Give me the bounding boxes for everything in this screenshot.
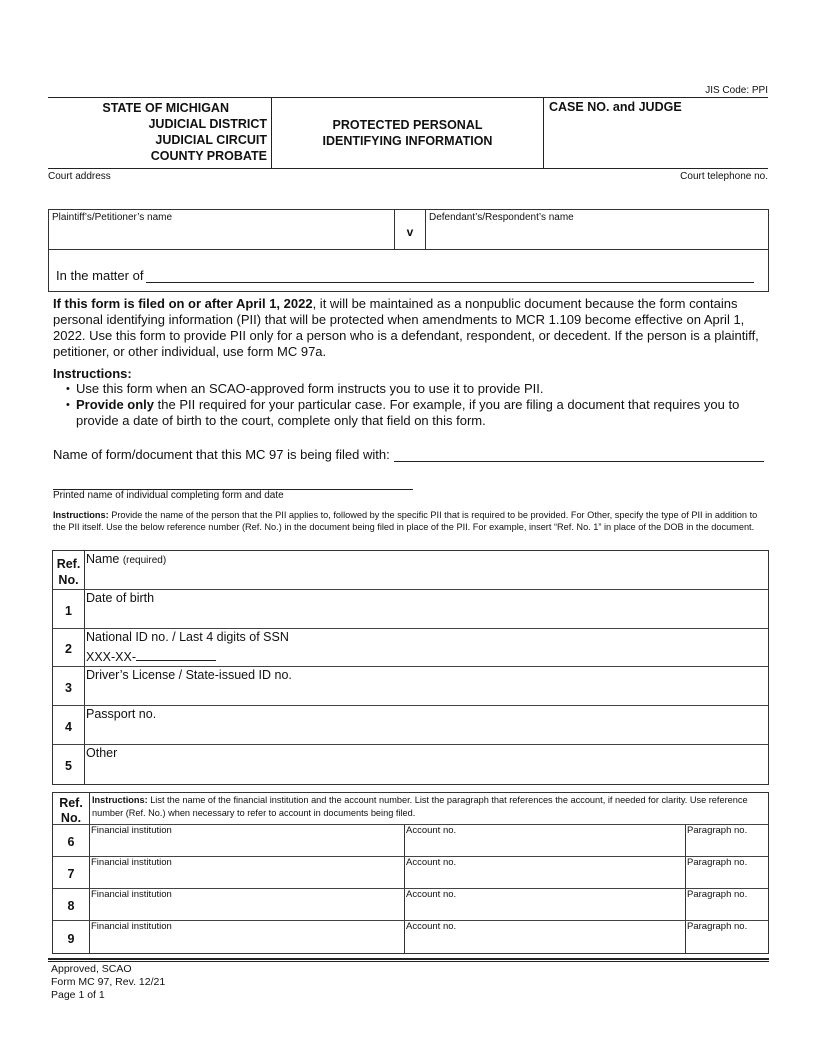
financial-row [53,857,768,889]
instruction-text: Use this form when an SCAO-approved form instructs you to use it to provide PII. [76,381,544,396]
pii-row-ssn [53,629,768,668]
filed-with-label: Name of form/document that this MC 97 is being filed with: [53,447,390,462]
license-label: Driver’s License / State-issued ID no. [86,668,292,683]
pii-row-other [53,745,768,784]
institution-label: Financial institution [91,825,172,836]
name-required-note: (required) [122,555,167,566]
pii-instructions-bold: Instructions: [53,510,109,520]
form-header [48,97,768,169]
institution-label: Financial institution [91,889,172,900]
defendant-field[interactable] [425,210,768,250]
court-jurisdiction [48,98,272,168]
paragraph-label: Paragraph no. [687,921,748,932]
title-line-1: PROTECTED PERSONAL [332,118,483,132]
instructions-list [66,381,766,429]
court-telephone-label: Court telephone no. [680,171,768,182]
pii-row-passport [53,706,768,745]
parties-box [48,209,769,292]
ref-no: 1 [53,590,85,628]
dob-label: Date of birth [86,590,155,605]
institution-field[interactable] [90,857,405,888]
paragraph-label: Paragraph no. [687,825,748,836]
instructions-title: Instructions: [53,366,132,381]
pii-header-row [53,551,768,590]
page-number: Page 1 of 1 [51,989,105,1001]
plaintiff-label: Plaintiff’s/Petitioner’s name [52,212,173,223]
form-footer [51,963,165,1002]
ref-no: 9 [53,921,90,953]
instruction-item [66,381,766,397]
matter-of-label: In the matter of [56,268,144,283]
district-label: JUDICIAL DISTRICT [148,117,267,131]
ref-no-header: Ref. No. [53,793,90,824]
name-label: Name [86,552,120,566]
account-label: Account no. [406,825,457,836]
pii-row-dob [53,590,768,629]
ssn-label: National ID no. / Last 4 digits of SSN [86,629,289,644]
institution-field[interactable] [90,825,405,856]
form-number: Form MC 97, Rev. 12/21 [51,976,166,988]
account-label: Account no. [406,921,457,932]
paragraph-field[interactable] [686,825,768,856]
account-field[interactable] [405,825,686,856]
instruction-item [66,397,766,429]
dob-field[interactable] [85,590,768,628]
notice-bold: If this form is filed on or after April 1, 2022 [53,296,313,311]
financial-row [53,825,768,857]
footer-divider [48,958,769,962]
passport-label: Passport no. [86,707,157,722]
ssn-prefix: XXX-XX- [86,649,137,664]
pii-instructions [53,509,769,534]
matter-of-field[interactable] [146,271,754,283]
ref-no-header: Ref. No. [53,551,85,589]
versus-label: v [395,210,425,250]
circuit-label: JUDICIAL CIRCUIT [155,133,267,147]
ssn-last4-field[interactable] [136,649,216,661]
pii-table [52,550,769,785]
filed-with-row [53,447,764,462]
defendant-label: Defendant’s/Respondent’s name [429,212,574,223]
matter-of-row [56,268,754,283]
financial-table [52,792,769,954]
license-field[interactable] [85,667,768,705]
passport-field[interactable] [85,706,768,744]
financial-row [53,921,768,953]
institution-field[interactable] [90,889,405,920]
ref-no: 3 [53,667,85,705]
filed-with-field[interactable] [394,450,764,462]
ref-no: 7 [53,857,90,888]
financial-instructions-bold: Instructions: [92,795,148,805]
paragraph-field[interactable] [686,921,768,953]
financial-header-row [53,793,768,825]
ref-no: 2 [53,629,85,667]
account-field[interactable] [405,889,686,920]
plaintiff-field[interactable] [49,210,395,250]
state-label: STATE OF MICHIGAN [102,101,229,115]
ref-no: 8 [53,889,90,920]
notice-paragraph [53,296,769,360]
printed-name-label: Printed name of individual completing form and date [53,490,284,501]
ssn-field[interactable] [85,629,768,667]
name-field[interactable] [85,551,768,589]
jis-code: JIS Code: PPI [705,85,768,96]
paragraph-label: Paragraph no. [687,857,748,868]
form-title [272,98,544,168]
paragraph-label: Paragraph no. [687,889,748,900]
institution-field[interactable] [90,921,405,953]
paragraph-field[interactable] [686,889,768,920]
title-line-2: IDENTIFYING INFORMATION [322,134,493,148]
account-field[interactable] [405,921,686,953]
institution-label: Financial institution [91,921,172,932]
account-field[interactable] [405,857,686,888]
financial-instructions-text: List the name of the financial institution and the account number. List the paragraph that references the account, if needed for clarity. Use reference number (Ref. No.) when necessary to refer to account in documents being filed. [92,795,748,818]
pii-row-license [53,667,768,706]
account-label: Account no. [406,857,457,868]
other-field[interactable] [85,745,768,784]
financial-row [53,889,768,921]
notice-text: , it will be maintained as a nonpublic document because the form contains personal identifying information (PII) that will be protected when amendments to MCR 1.109 become effective on April 1, 2022. Use this form to provide PII only for a person who is a defendant, respondent, or decedent. If the person is a plaintiff, petitioner, or other individual, use form MC 97a. [53,296,759,359]
instruction-text: the PII required for your particular case. For example, if you are filing a document that requires you to provide a date of birth to the court, complete only that field on this form. [76,397,740,428]
ref-no: 5 [53,745,85,784]
case-no-field[interactable]: CASE NO. and JUDGE [549,100,682,114]
ref-no: 6 [53,825,90,856]
instruction-bold: Provide only [76,397,155,412]
pii-instructions-text: Provide the name of the person that the PII applies to, followed by the specific PII that is required to be provided. For Other, specify the type of PII in addition to the PII itself. Use the below reference number (Ref. No.) in the document being filed in place of the PII. For example, insert “Ref. No. 1” in place of the DOB in the document. [53,510,758,533]
account-label: Account no. [406,889,457,900]
institution-label: Financial institution [91,857,172,868]
financial-instructions [90,793,768,824]
other-label: Other [86,745,118,760]
ref-no: 4 [53,706,85,744]
court-address-label: Court address [48,171,111,182]
approved-label: Approved, SCAO [51,963,132,975]
probate-label: COUNTY PROBATE [150,149,267,163]
paragraph-field[interactable] [686,857,768,888]
